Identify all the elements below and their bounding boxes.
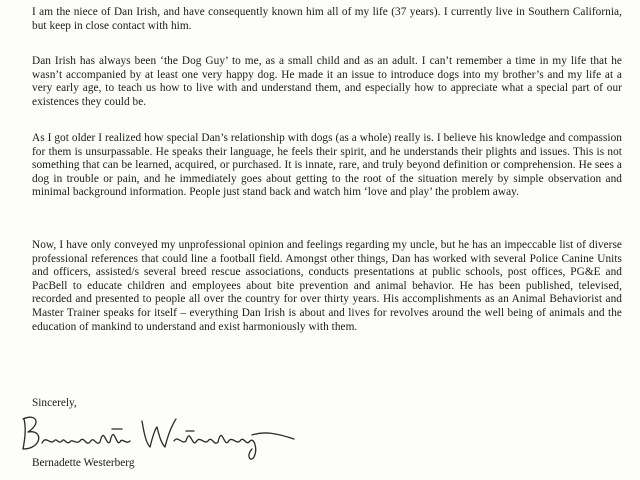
signature-text-hidden: Bernadette Westerberg [14, 405, 24, 406]
paragraph-references: Now, I have only conveyed my unprofessional opinion and feelings regarding my uncle, but he has an impeccable list of diverse professional references that could line a football field. Amongst other things, Dan has worked with several Police Canine Units and officers, assisted/s several breed rescue associations, conducts presentations at public schools, post offices, PG&E and PacBell to educate children and employees about bite prevention and animal behavior. He has been published, televised, recorded and presented to people all over the country for over thirty years. His accomplishments as an Animal Behaviorist and Master Trainer speaks for itself – everything Dan Irish is about and lives for revolves around the well being of animals and the education of mankind to understand and exist harmoniously with them. [32, 239, 622, 333]
handwritten-signature [14, 405, 304, 465]
paragraph-intro: I am the niece of Dan Irish, and have consequently known him all of my life (37 years). I currently live in Southern California, but keep in close contact with him. [32, 6, 622, 32]
closing-salutation: Sincerely, [32, 397, 77, 409]
signer-name: Bernadette Westerberg [32, 457, 135, 469]
paragraph-dog-guy: Dan Irish has always been ‘the Dog Guy’ to me, as a small child and as an adult. I can’t remember a time in my life that he wasn’t accompanied by at least one very happy dog. He made it an issue to introduce dogs into my brother’s and my life at a very early age, to teach us how to live with and understand them, and especially how to appreciate what a special part of our existences they could be. [32, 55, 622, 108]
paragraph-relationship: As I got older I realized how special Dan’s relationship with dogs (as a whole) really is. I believe his knowledge and compassion for them is unsurpassable. He speaks their language, he feels their spirit, and he understands their plights and issues. This is not something that can be learned, acquired, or purchased. It is innate, rare, and truly beyond definition or comprehension. He sees a dog in trouble or pain, and he immediately goes about getting to the root of the situation merely by simple observation and minimal background information. People just stand back and watch him ‘love and play’ the problem away. [32, 132, 622, 199]
